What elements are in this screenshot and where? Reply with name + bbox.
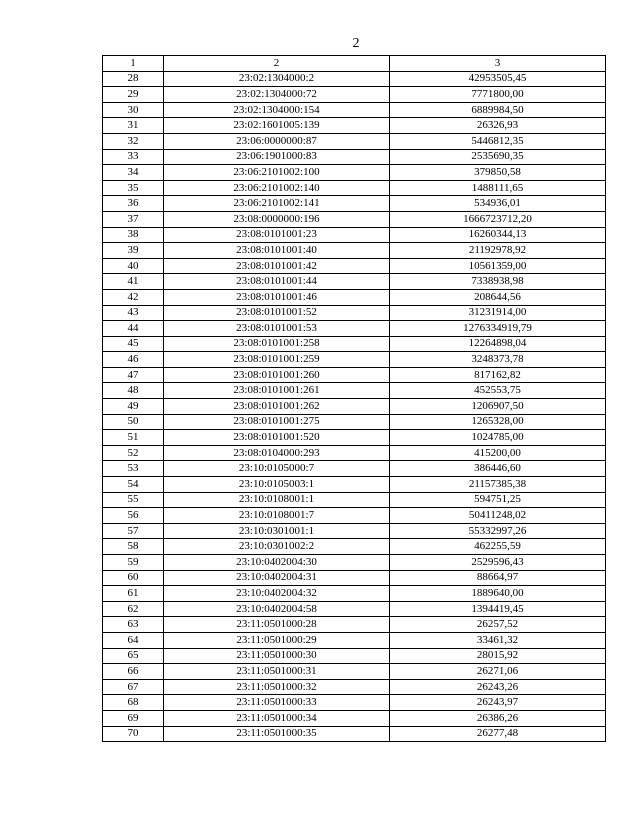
row-number-cell: 49 [103,399,164,415]
table-row [103,601,606,617]
row-number-cell: 45 [103,336,164,352]
table-row [103,289,606,305]
table-row [103,555,606,571]
row-number-cell: 44 [103,321,164,337]
cadastral-number-cell: 23:11:0501000:29 [164,632,390,648]
cadastral-number-cell: 23:10:0301001:1 [164,523,390,539]
cadastral-number-cell: 23:10:0402004:30 [164,555,390,571]
cadastral-number-cell: 23:11:0501000:30 [164,648,390,664]
cadastral-value-cell: 10561359,00 [390,258,606,274]
table-row [103,336,606,352]
row-number-cell: 70 [103,726,164,742]
cadastral-number-cell: 23:08:0101001:46 [164,289,390,305]
cadastral-number-cell: 23:11:0501000:28 [164,617,390,633]
cadastral-value-cell: 6889984,50 [390,102,606,118]
header-cell-value: 3 [390,56,606,72]
cadastral-number-cell: 23:10:0301002:2 [164,539,390,555]
cadastral-value-cell: 1889640,00 [390,586,606,602]
cadastral-value-cell: 386446,60 [390,461,606,477]
row-number-cell: 46 [103,352,164,368]
cadastral-value-cell: 28015,92 [390,648,606,664]
cadastral-value-cell: 16260344,13 [390,227,606,243]
table-row [103,118,606,134]
row-number-cell: 35 [103,180,164,196]
cadastral-value-cell: 7338938,98 [390,274,606,290]
table-row [103,367,606,383]
row-number-cell: 69 [103,710,164,726]
cadastral-value-cell: 26243,97 [390,695,606,711]
cadastral-value-cell: 534936,01 [390,196,606,212]
cadastral-value-cell: 379850,58 [390,165,606,181]
table-row [103,149,606,165]
cadastral-number-cell: 23:08:0101001:23 [164,227,390,243]
row-number-cell: 50 [103,414,164,430]
cadastral-value-cell: 55332997,26 [390,523,606,539]
row-number-cell: 29 [103,87,164,103]
table-row [103,211,606,227]
table-row [103,305,606,321]
row-number-cell: 53 [103,461,164,477]
cadastral-number-cell: 23:08:0101001:520 [164,430,390,446]
cadastral-value-cell: 50411248,02 [390,508,606,524]
cadastral-number-cell: 23:02:1304000:72 [164,87,390,103]
table-row [103,196,606,212]
table-row [103,508,606,524]
cadastral-value-cell: 42953505,45 [390,71,606,87]
row-number-cell: 28 [103,71,164,87]
cadastral-number-cell: 23:06:2101002:141 [164,196,390,212]
table-row [103,477,606,493]
row-number-cell: 59 [103,555,164,571]
cadastral-value-cell: 26257,52 [390,617,606,633]
cadastral-value-cell: 33461,32 [390,632,606,648]
row-number-cell: 37 [103,211,164,227]
cadastral-number-cell: 23:11:0501000:31 [164,664,390,680]
cadastral-value-cell: 26243,26 [390,679,606,695]
table-row [103,695,606,711]
table-row [103,710,606,726]
table-row [103,321,606,337]
cadastral-value-cell: 21157385,38 [390,477,606,493]
table-row [103,539,606,555]
table-row [103,414,606,430]
cadastral-number-cell: 23:06:2101002:140 [164,180,390,196]
cadastral-number-cell: 23:08:0101001:275 [164,414,390,430]
table-header-row [103,56,606,72]
cadastral-value-cell: 31231914,00 [390,305,606,321]
cadastral-number-cell: 23:02:1304000:154 [164,102,390,118]
table-row [103,133,606,149]
cadastral-number-cell: 23:06:0000000:87 [164,133,390,149]
table-row [103,648,606,664]
table-row [103,243,606,259]
cadastral-value-cell: 26386,26 [390,710,606,726]
table-row [103,165,606,181]
cadastral-number-cell: 23:08:0104000:293 [164,445,390,461]
cadastral-number-cell: 23:10:0108001:7 [164,508,390,524]
table-row [103,679,606,695]
table-row [103,399,606,415]
cadastral-value-cell: 2535690,35 [390,149,606,165]
cadastral-value-cell: 415200,00 [390,445,606,461]
row-number-cell: 32 [103,133,164,149]
row-number-cell: 66 [103,664,164,680]
table-row [103,570,606,586]
table-row [103,492,606,508]
table-row [103,461,606,477]
table-row [103,586,606,602]
cadastral-number-cell: 23:10:0402004:31 [164,570,390,586]
table-row [103,102,606,118]
cadastral-value-cell: 1265328,00 [390,414,606,430]
row-number-cell: 52 [103,445,164,461]
cadastral-value-cell: 7771800,00 [390,87,606,103]
row-number-cell: 39 [103,243,164,259]
cadastral-number-cell: 23:11:0501000:35 [164,726,390,742]
cadastral-value-cell: 5446812,35 [390,133,606,149]
row-number-cell: 33 [103,149,164,165]
cadastral-value-cell: 1488111,65 [390,180,606,196]
table-row [103,352,606,368]
table-row [103,523,606,539]
row-number-cell: 64 [103,632,164,648]
row-number-cell: 61 [103,586,164,602]
row-number-cell: 51 [103,430,164,446]
row-number-cell: 68 [103,695,164,711]
cadastral-number-cell: 23:06:1901000:83 [164,149,390,165]
row-number-cell: 54 [103,477,164,493]
table-row [103,445,606,461]
table-row [103,71,606,87]
table-row [103,258,606,274]
page-number: 2 [352,36,360,51]
cadastral-number-cell: 23:10:0108001:1 [164,492,390,508]
cadastral-value-cell: 1206907,50 [390,399,606,415]
row-number-cell: 57 [103,523,164,539]
row-number-cell: 38 [103,227,164,243]
cadastral-number-cell: 23:11:0501000:33 [164,695,390,711]
row-number-cell: 56 [103,508,164,524]
row-number-cell: 42 [103,289,164,305]
cadastral-number-cell: 23:08:0101001:52 [164,305,390,321]
row-number-cell: 40 [103,258,164,274]
table-row [103,632,606,648]
cadastral-number-cell: 23:08:0101001:40 [164,243,390,259]
cadastral-value-table [102,55,606,742]
cadastral-value-cell: 462255,59 [390,539,606,555]
cadastral-number-cell: 23:02:1601005:139 [164,118,390,134]
row-number-cell: 47 [103,367,164,383]
header-cell-cadastral-number: 2 [164,56,390,72]
cadastral-number-cell: 23:11:0501000:32 [164,679,390,695]
cadastral-number-cell: 23:08:0101001:53 [164,321,390,337]
row-number-cell: 67 [103,679,164,695]
cadastral-number-cell: 23:11:0501000:34 [164,710,390,726]
row-number-cell: 31 [103,118,164,134]
header-cell-number: 1 [103,56,164,72]
cadastral-value-cell: 12264898,04 [390,336,606,352]
table-row [103,726,606,742]
row-number-cell: 48 [103,383,164,399]
row-number-cell: 34 [103,165,164,181]
cadastral-value-cell: 1394419,45 [390,601,606,617]
cadastral-number-cell: 23:08:0101001:259 [164,352,390,368]
table-body [103,71,606,742]
cadastral-number-cell: 23:08:0101001:262 [164,399,390,415]
cadastral-number-cell: 23:08:0101001:258 [164,336,390,352]
cadastral-value-cell: 3248373,78 [390,352,606,368]
row-number-cell: 43 [103,305,164,321]
table-row [103,383,606,399]
row-number-cell: 60 [103,570,164,586]
cadastral-value-cell: 1666723712,20 [390,211,606,227]
row-number-cell: 41 [103,274,164,290]
cadastral-number-cell: 23:08:0101001:260 [164,367,390,383]
row-number-cell: 58 [103,539,164,555]
row-number-cell: 36 [103,196,164,212]
cadastral-value-cell: 26277,48 [390,726,606,742]
cadastral-number-cell: 23:10:0105003:1 [164,477,390,493]
table-row [103,274,606,290]
table-row [103,430,606,446]
cadastral-number-cell: 23:02:1304000:2 [164,71,390,87]
cadastral-value-cell: 2529596,43 [390,555,606,571]
cadastral-number-cell: 23:08:0101001:44 [164,274,390,290]
cadastral-value-cell: 26271,06 [390,664,606,680]
cadastral-value-cell: 88664,97 [390,570,606,586]
table-row [103,87,606,103]
cadastral-value-cell: 208644,56 [390,289,606,305]
cadastral-value-cell: 594751,25 [390,492,606,508]
row-number-cell: 65 [103,648,164,664]
cadastral-number-cell: 23:10:0402004:32 [164,586,390,602]
cadastral-number-cell: 23:10:0105000:7 [164,461,390,477]
row-number-cell: 62 [103,601,164,617]
cadastral-value-cell: 26326,93 [390,118,606,134]
row-number-cell: 55 [103,492,164,508]
cadastral-number-cell: 23:08:0101001:42 [164,258,390,274]
cadastral-value-cell: 1024785,00 [390,430,606,446]
cadastral-value-cell: 21192978,92 [390,243,606,259]
cadastral-value-cell: 817162,82 [390,367,606,383]
cadastral-number-cell: 23:08:0000000:196 [164,211,390,227]
table-row [103,227,606,243]
cadastral-number-cell: 23:10:0402004:58 [164,601,390,617]
table-row [103,664,606,680]
table-row [103,180,606,196]
table-row [103,617,606,633]
cadastral-value-cell: 452553,75 [390,383,606,399]
cadastral-number-cell: 23:06:2101002:100 [164,165,390,181]
cadastral-value-cell: 1276334919,79 [390,321,606,337]
row-number-cell: 63 [103,617,164,633]
row-number-cell: 30 [103,102,164,118]
cadastral-number-cell: 23:08:0101001:261 [164,383,390,399]
